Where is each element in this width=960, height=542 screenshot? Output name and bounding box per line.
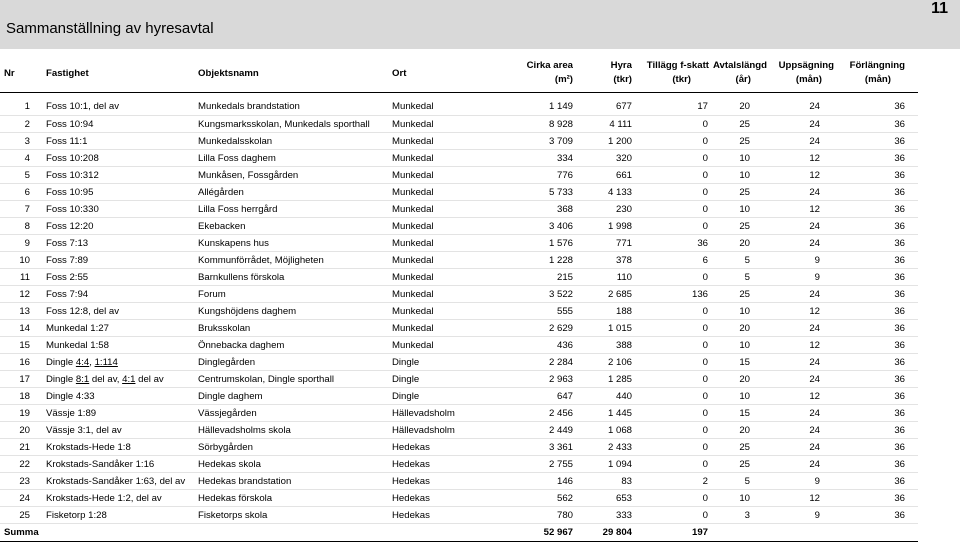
cell-fastighet: Foss 10:330 xyxy=(38,201,198,218)
cell-nr: 19 xyxy=(0,405,38,422)
cell-avtalslangd: 20 xyxy=(709,99,767,116)
cell-nr: 12 xyxy=(0,286,38,303)
cell-forlangning: 36 xyxy=(834,184,905,201)
col-header-uppsagning: Uppsägning (mån) xyxy=(778,60,834,85)
summa-label: Summa xyxy=(0,524,198,542)
cell-uppsagning: 24 xyxy=(767,371,834,388)
cell-ort: Munkedal xyxy=(392,218,487,235)
cell-nr: 16 xyxy=(0,354,38,371)
table-row xyxy=(0,422,918,439)
cell-hyra: 1 285 xyxy=(573,371,632,388)
page-number: 11 xyxy=(931,0,948,17)
table-row xyxy=(0,473,918,490)
cell-uppsagning: 24 xyxy=(767,235,834,252)
cell-hyra: 771 xyxy=(573,235,632,252)
summa-area: 52 967 xyxy=(487,524,573,542)
cell-hyra: 4 133 xyxy=(573,184,632,201)
cell-ort: Munkedal xyxy=(392,235,487,252)
cell-forlangning: 36 xyxy=(834,133,905,150)
cell-uppsagning: 9 xyxy=(767,473,834,490)
cell-ort: Munkedal xyxy=(392,286,487,303)
cell-hyra: 388 xyxy=(573,337,632,354)
cell-nr: 13 xyxy=(0,303,38,320)
cell-uppsagning: 24 xyxy=(767,184,834,201)
cell-ort: Munkedal xyxy=(392,201,487,218)
cell-forlangning: 36 xyxy=(834,405,905,422)
cell-area: 2 284 xyxy=(487,354,573,371)
cell-avtalslangd: 15 xyxy=(709,354,767,371)
cell-hyra: 2 433 xyxy=(573,439,632,456)
cell-objektsnamn: Bruksskolan xyxy=(198,320,392,337)
cell-tillagg: 6 xyxy=(632,252,709,269)
cell-objektsnamn: Kunskapens hus xyxy=(198,235,392,252)
cell-ort: Hedekas xyxy=(392,507,487,524)
cell-avtalslangd: 10 xyxy=(709,388,767,405)
cell-nr: 5 xyxy=(0,167,38,184)
cell-fastighet: Dingle 4:4, 1:114 xyxy=(38,354,198,371)
table-header-row xyxy=(0,54,918,93)
cell-hyra: 320 xyxy=(573,150,632,167)
table-row xyxy=(0,286,918,303)
cell-forlangning: 36 xyxy=(834,473,905,490)
cell-avtalslangd: 10 xyxy=(709,167,767,184)
cell-hyra: 1 094 xyxy=(573,456,632,473)
cell-tillagg: 0 xyxy=(632,116,709,133)
cell-ort: Munkedal xyxy=(392,337,487,354)
cell-hyra: 4 111 xyxy=(573,116,632,133)
table-row xyxy=(0,439,918,456)
cell-avtalslangd: 10 xyxy=(709,303,767,320)
cell-nr: 6 xyxy=(0,184,38,201)
cell-fastighet: Foss 10:1, del av xyxy=(38,99,198,116)
cell-objektsnamn: Kommunförrådet, Möjligheten xyxy=(198,252,392,269)
cell-ort: Munkedal xyxy=(392,184,487,201)
cell-objektsnamn: Munkåsen, Fossgården xyxy=(198,167,392,184)
cell-uppsagning: 24 xyxy=(767,422,834,439)
cell-nr: 14 xyxy=(0,320,38,337)
cell-forlangning: 36 xyxy=(834,422,905,439)
cell-area: 780 xyxy=(487,507,573,524)
cell-forlangning: 36 xyxy=(834,456,905,473)
col-header-fastighet: Fastighet xyxy=(46,67,89,79)
cell-ort: Munkedal xyxy=(392,252,487,269)
table-row xyxy=(0,354,918,371)
cell-nr: 22 xyxy=(0,456,38,473)
cell-ort: Hedekas xyxy=(392,473,487,490)
cell-hyra: 110 xyxy=(573,269,632,286)
cell-hyra: 1 068 xyxy=(573,422,632,439)
cell-uppsagning: 12 xyxy=(767,167,834,184)
table-row xyxy=(0,99,918,116)
cell-avtalslangd: 3 xyxy=(709,507,767,524)
cell-fastighet: Dingle 4:33 xyxy=(38,388,198,405)
cell-fastighet: Foss 7:89 xyxy=(38,252,198,269)
table-row xyxy=(0,456,918,473)
cell-nr: 18 xyxy=(0,388,38,405)
cell-objektsnamn: Munkedalsskolan xyxy=(198,133,392,150)
cell-hyra: 677 xyxy=(573,99,632,116)
cell-tillagg: 136 xyxy=(632,286,709,303)
cell-forlangning: 36 xyxy=(834,388,905,405)
cell-hyra: 230 xyxy=(573,201,632,218)
cell-area: 3 522 xyxy=(487,286,573,303)
table-row xyxy=(0,184,918,201)
cell-tillagg: 0 xyxy=(632,354,709,371)
cell-forlangning: 36 xyxy=(834,99,905,116)
table-body xyxy=(0,93,918,542)
cell-fastighet: Fisketorp 1:28 xyxy=(38,507,198,524)
cell-avtalslangd: 25 xyxy=(709,456,767,473)
cell-uppsagning: 24 xyxy=(767,99,834,116)
cell-objektsnamn: Lilla Foss daghem xyxy=(198,150,392,167)
cell-objektsnamn: Hedekas brandstation xyxy=(198,473,392,490)
cell-nr: 17 xyxy=(0,371,38,388)
cell-ort: Munkedal xyxy=(392,167,487,184)
cell-uppsagning: 12 xyxy=(767,201,834,218)
cell-area: 555 xyxy=(487,303,573,320)
cell-tillagg: 0 xyxy=(632,218,709,235)
cell-uppsagning: 24 xyxy=(767,439,834,456)
cell-area: 1 149 xyxy=(487,99,573,116)
cell-objektsnamn: Hedekas skola xyxy=(198,456,392,473)
col-header-ort: Ort xyxy=(392,67,407,79)
cell-objektsnamn: Vässjegården xyxy=(198,405,392,422)
cell-avtalslangd: 5 xyxy=(709,269,767,286)
cell-uppsagning: 9 xyxy=(767,269,834,286)
summa-row xyxy=(0,524,918,542)
cell-forlangning: 36 xyxy=(834,167,905,184)
cell-objektsnamn: Dingle daghem xyxy=(198,388,392,405)
cell-avtalslangd: 10 xyxy=(709,337,767,354)
cell-nr: 10 xyxy=(0,252,38,269)
table-row xyxy=(0,320,918,337)
table-row xyxy=(0,388,918,405)
cell-fastighet: Krokstads-Hede 1:8 xyxy=(38,439,198,456)
cell-avtalslangd: 10 xyxy=(709,490,767,507)
cell-nr: 21 xyxy=(0,439,38,456)
cell-area: 215 xyxy=(487,269,573,286)
cell-forlangning: 36 xyxy=(834,286,905,303)
cell-avtalslangd: 20 xyxy=(709,422,767,439)
cell-objektsnamn: Önnebacka daghem xyxy=(198,337,392,354)
col-header-avtalslangd: Avtalslängd (år) xyxy=(712,60,767,85)
cell-tillagg: 0 xyxy=(632,405,709,422)
table-row xyxy=(0,218,918,235)
cell-tillagg: 0 xyxy=(632,150,709,167)
cell-ort: Munkedal xyxy=(392,99,487,116)
cell-uppsagning: 12 xyxy=(767,150,834,167)
cell-area: 8 928 xyxy=(487,116,573,133)
cell-ort: Munkedal xyxy=(392,303,487,320)
lease-summary-table xyxy=(0,54,918,542)
cell-fastighet: Munkedal 1:58 xyxy=(38,337,198,354)
cell-uppsagning: 24 xyxy=(767,405,834,422)
cell-uppsagning: 12 xyxy=(767,490,834,507)
cell-nr: 3 xyxy=(0,133,38,150)
cell-uppsagning: 12 xyxy=(767,388,834,405)
cell-tillagg: 0 xyxy=(632,337,709,354)
cell-nr: 23 xyxy=(0,473,38,490)
table-row xyxy=(0,337,918,354)
cell-ort: Hällevadsholm xyxy=(392,405,487,422)
cell-tillagg: 0 xyxy=(632,371,709,388)
cell-uppsagning: 24 xyxy=(767,286,834,303)
col-header-forlangning: Förlängning (mån) xyxy=(849,60,905,85)
cell-objektsnamn: Centrumskolan, Dingle sporthall xyxy=(198,371,392,388)
cell-fastighet: Foss 10:95 xyxy=(38,184,198,201)
cell-tillagg: 0 xyxy=(632,320,709,337)
cell-hyra: 333 xyxy=(573,507,632,524)
cell-hyra: 661 xyxy=(573,167,632,184)
cell-fastighet: Foss 10:94 xyxy=(38,116,198,133)
cell-fastighet: Dingle 8:1 del av, 4:1 del av xyxy=(38,371,198,388)
cell-avtalslangd: 20 xyxy=(709,371,767,388)
cell-nr: 4 xyxy=(0,150,38,167)
cell-hyra: 83 xyxy=(573,473,632,490)
cell-avtalslangd: 25 xyxy=(709,439,767,456)
cell-ort: Munkedal xyxy=(392,116,487,133)
cell-tillagg: 0 xyxy=(632,269,709,286)
cell-ort: Dingle xyxy=(392,371,487,388)
cell-hyra: 1 445 xyxy=(573,405,632,422)
cell-tillagg: 0 xyxy=(632,507,709,524)
cell-tillagg: 0 xyxy=(632,184,709,201)
cell-uppsagning: 9 xyxy=(767,252,834,269)
cell-area: 2 963 xyxy=(487,371,573,388)
cell-forlangning: 36 xyxy=(834,303,905,320)
summa-tillagg: 197 xyxy=(632,524,709,542)
cell-fastighet: Vässje 1:89 xyxy=(38,405,198,422)
cell-uppsagning: 24 xyxy=(767,456,834,473)
cell-fastighet: Foss 12:8, del av xyxy=(38,303,198,320)
cell-forlangning: 36 xyxy=(834,218,905,235)
cell-avtalslangd: 25 xyxy=(709,184,767,201)
cell-nr: 7 xyxy=(0,201,38,218)
cell-fastighet: Krokstads-Sandåker 1:63, del av xyxy=(38,473,198,490)
cell-area: 2 449 xyxy=(487,422,573,439)
col-header-hyra: Hyra (tkr) xyxy=(610,60,632,85)
cell-area: 3 406 xyxy=(487,218,573,235)
cell-nr: 20 xyxy=(0,422,38,439)
cell-fastighet: Foss 11:1 xyxy=(38,133,198,150)
cell-fastighet: Foss 10:312 xyxy=(38,167,198,184)
cell-area: 334 xyxy=(487,150,573,167)
cell-avtalslangd: 5 xyxy=(709,252,767,269)
cell-ort: Dingle xyxy=(392,354,487,371)
cell-nr: 11 xyxy=(0,269,38,286)
col-header-tillagg: Tillägg f-skatt (tkr) xyxy=(646,60,709,85)
cell-hyra: 378 xyxy=(573,252,632,269)
table-row xyxy=(0,507,918,524)
page-title: Sammanställning av hyresavtal xyxy=(6,20,214,37)
cell-nr: 25 xyxy=(0,507,38,524)
cell-forlangning: 36 xyxy=(834,371,905,388)
table-row xyxy=(0,116,918,133)
cell-ort: Hedekas xyxy=(392,439,487,456)
cell-forlangning: 36 xyxy=(834,490,905,507)
cell-area: 2 755 xyxy=(487,456,573,473)
cell-hyra: 440 xyxy=(573,388,632,405)
cell-avtalslangd: 10 xyxy=(709,150,767,167)
cell-forlangning: 36 xyxy=(834,116,905,133)
summa-hyra: 29 804 xyxy=(573,524,632,542)
cell-area: 2 629 xyxy=(487,320,573,337)
cell-area: 1 228 xyxy=(487,252,573,269)
cell-tillagg: 0 xyxy=(632,388,709,405)
cell-uppsagning: 24 xyxy=(767,320,834,337)
cell-forlangning: 36 xyxy=(834,337,905,354)
cell-nr: 2 xyxy=(0,116,38,133)
cell-avtalslangd: 20 xyxy=(709,320,767,337)
col-header-area: Cirka area (m²) xyxy=(526,60,573,85)
cell-fastighet: Foss 2:55 xyxy=(38,269,198,286)
cell-tillagg: 0 xyxy=(632,303,709,320)
cell-hyra: 2 106 xyxy=(573,354,632,371)
cell-fastighet: Krokstads-Hede 1:2, del av xyxy=(38,490,198,507)
cell-forlangning: 36 xyxy=(834,269,905,286)
cell-ort: Munkedal xyxy=(392,320,487,337)
cell-objektsnamn: Forum xyxy=(198,286,392,303)
cell-ort: Hedekas xyxy=(392,490,487,507)
cell-objektsnamn: Barnkullens förskola xyxy=(198,269,392,286)
cell-forlangning: 36 xyxy=(834,320,905,337)
cell-uppsagning: 12 xyxy=(767,303,834,320)
cell-objektsnamn: Hällevadsholms skola xyxy=(198,422,392,439)
cell-uppsagning: 24 xyxy=(767,218,834,235)
table-row xyxy=(0,303,918,320)
cell-avtalslangd: 25 xyxy=(709,218,767,235)
cell-fastighet: Munkedal 1:27 xyxy=(38,320,198,337)
table-row xyxy=(0,252,918,269)
cell-forlangning: 36 xyxy=(834,507,905,524)
cell-area: 5 733 xyxy=(487,184,573,201)
cell-forlangning: 36 xyxy=(834,150,905,167)
cell-avtalslangd: 10 xyxy=(709,201,767,218)
cell-avtalslangd: 25 xyxy=(709,286,767,303)
cell-fastighet: Foss 7:94 xyxy=(38,286,198,303)
cell-objektsnamn: Kungsmarksskolan, Munkedals sporthall xyxy=(198,116,392,133)
cell-tillagg: 0 xyxy=(632,490,709,507)
table-row xyxy=(0,201,918,218)
cell-forlangning: 36 xyxy=(834,354,905,371)
cell-tillagg: 0 xyxy=(632,133,709,150)
table-row xyxy=(0,235,918,252)
table-row xyxy=(0,133,918,150)
table-row xyxy=(0,371,918,388)
cell-ort: Hällevadsholm xyxy=(392,422,487,439)
cell-ort: Munkedal xyxy=(392,150,487,167)
cell-tillagg: 36 xyxy=(632,235,709,252)
cell-ort: Dingle xyxy=(392,388,487,405)
cell-uppsagning: 24 xyxy=(767,133,834,150)
table-row xyxy=(0,150,918,167)
table-row xyxy=(0,405,918,422)
cell-hyra: 188 xyxy=(573,303,632,320)
cell-forlangning: 36 xyxy=(834,439,905,456)
cell-hyra: 1 998 xyxy=(573,218,632,235)
table-row xyxy=(0,167,918,184)
cell-fastighet: Krokstads-Sandåker 1:16 xyxy=(38,456,198,473)
cell-hyra: 653 xyxy=(573,490,632,507)
cell-avtalslangd: 25 xyxy=(709,116,767,133)
cell-tillagg: 2 xyxy=(632,473,709,490)
cell-nr: 24 xyxy=(0,490,38,507)
cell-ort: Hedekas xyxy=(392,456,487,473)
cell-area: 146 xyxy=(487,473,573,490)
cell-area: 2 456 xyxy=(487,405,573,422)
cell-area: 562 xyxy=(487,490,573,507)
cell-area: 368 xyxy=(487,201,573,218)
cell-forlangning: 36 xyxy=(834,201,905,218)
cell-tillagg: 17 xyxy=(632,99,709,116)
cell-uppsagning: 9 xyxy=(767,507,834,524)
cell-nr: 9 xyxy=(0,235,38,252)
cell-forlangning: 36 xyxy=(834,252,905,269)
cell-area: 3 361 xyxy=(487,439,573,456)
cell-tillagg: 0 xyxy=(632,201,709,218)
cell-uppsagning: 24 xyxy=(767,354,834,371)
cell-area: 647 xyxy=(487,388,573,405)
cell-objektsnamn: Allégården xyxy=(198,184,392,201)
header-bar xyxy=(0,0,960,49)
col-header-objektsnamn: Objektsnamn xyxy=(198,67,259,79)
cell-avtalslangd: 20 xyxy=(709,235,767,252)
cell-area: 436 xyxy=(487,337,573,354)
cell-tillagg: 0 xyxy=(632,422,709,439)
table-row xyxy=(0,490,918,507)
cell-hyra: 2 685 xyxy=(573,286,632,303)
cell-objektsnamn: Hedekas förskola xyxy=(198,490,392,507)
cell-avtalslangd: 25 xyxy=(709,133,767,150)
cell-fastighet: Foss 7:13 xyxy=(38,235,198,252)
cell-tillagg: 0 xyxy=(632,456,709,473)
cell-fastighet: Foss 10:208 xyxy=(38,150,198,167)
cell-area: 1 576 xyxy=(487,235,573,252)
cell-tillagg: 0 xyxy=(632,167,709,184)
cell-objektsnamn: Ekebacken xyxy=(198,218,392,235)
cell-tillagg: 0 xyxy=(632,439,709,456)
cell-nr: 8 xyxy=(0,218,38,235)
cell-objektsnamn: Dinglegården xyxy=(198,354,392,371)
cell-fastighet: Foss 12:20 xyxy=(38,218,198,235)
cell-uppsagning: 12 xyxy=(767,337,834,354)
cell-area: 3 709 xyxy=(487,133,573,150)
cell-avtalslangd: 5 xyxy=(709,473,767,490)
col-header-nr: Nr xyxy=(4,67,15,79)
cell-hyra: 1 200 xyxy=(573,133,632,150)
cell-ort: Munkedal xyxy=(392,269,487,286)
cell-objektsnamn: Sörbygården xyxy=(198,439,392,456)
cell-fastighet: Vässje 3:1, del av xyxy=(38,422,198,439)
cell-objektsnamn: Kungshöjdens daghem xyxy=(198,303,392,320)
cell-objektsnamn: Lilla Foss herrgård xyxy=(198,201,392,218)
cell-nr: 1 xyxy=(0,99,38,116)
cell-objektsnamn: Fisketorps skola xyxy=(198,507,392,524)
cell-area: 776 xyxy=(487,167,573,184)
table-row xyxy=(0,269,918,286)
cell-avtalslangd: 15 xyxy=(709,405,767,422)
cell-uppsagning: 24 xyxy=(767,116,834,133)
cell-objektsnamn: Munkedals brandstation xyxy=(198,99,392,116)
cell-forlangning: 36 xyxy=(834,235,905,252)
cell-hyra: 1 015 xyxy=(573,320,632,337)
cell-ort: Munkedal xyxy=(392,133,487,150)
cell-nr: 15 xyxy=(0,337,38,354)
